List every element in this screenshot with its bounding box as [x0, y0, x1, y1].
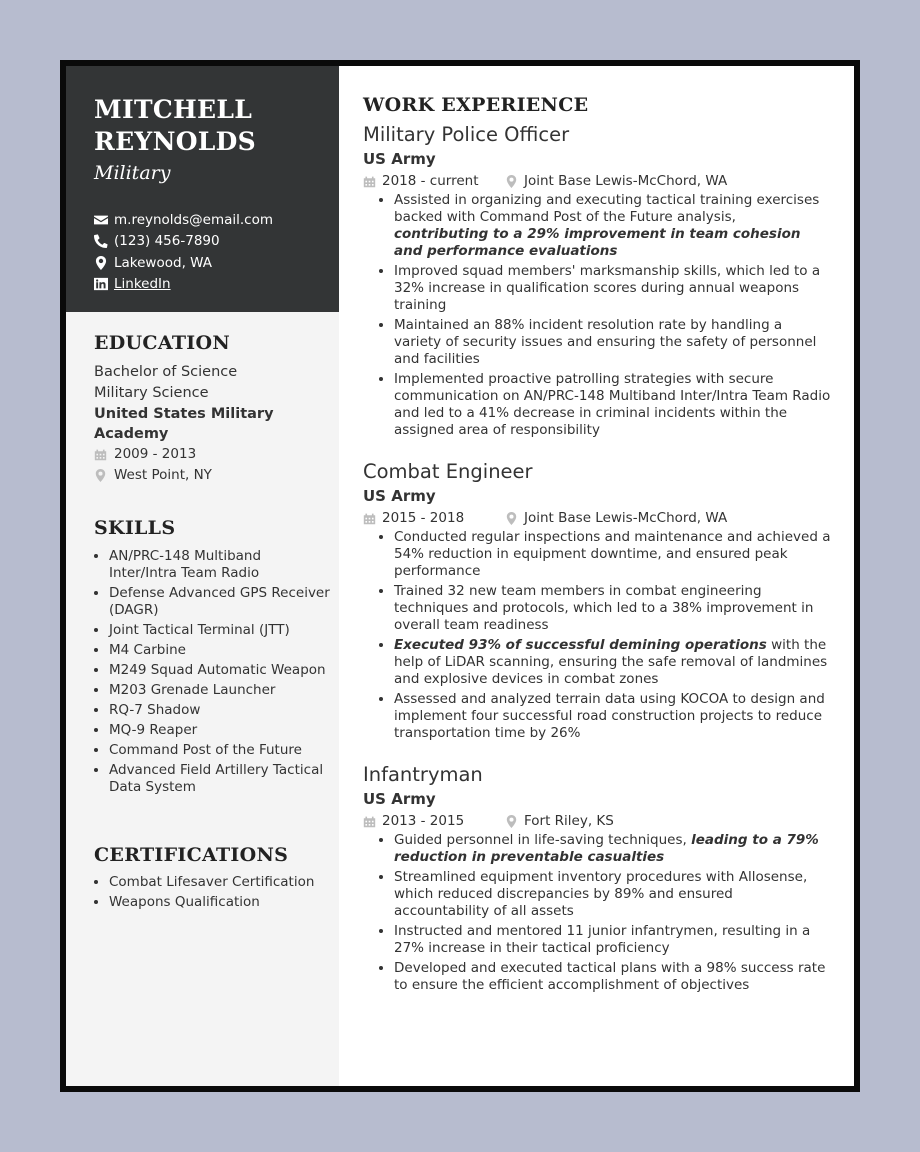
- job-title: Military Police Officer: [363, 123, 570, 146]
- bullet-text: Instructed and mentored 11 junior infantrymen, resulting in a 27% increase in their tactical proficiency: [394, 923, 811, 956]
- contact-location: [94, 252, 273, 274]
- education-section: [94, 362, 329, 486]
- bullet-text: Streamlined equipment inventory procedures with Allosense, which reduced discrepancies by 89% and ensured accountability of all assets: [394, 869, 808, 919]
- job-entry: [363, 459, 831, 745]
- job-dates: [363, 510, 505, 526]
- job-dates-text: 2015 - 2018: [382, 510, 465, 526]
- job-meta: [363, 810, 831, 832]
- skill-item: • M203 Grenade Launcher: [109, 682, 331, 699]
- skill-item: • RQ-7 Shadow: [109, 702, 331, 719]
- location-pin-icon: [505, 175, 518, 188]
- bullet-text: Implemented proactive patrolling strategies with secure communication on AN/PRC-148 Multiband Inter/Intra Team Radio and led to a 41% decrease in criminal incidents within the assigned area of responsibility: [394, 371, 831, 438]
- location-pin-icon: [94, 256, 108, 270]
- education-location-text: West Point, NY: [114, 467, 212, 483]
- skill-item: • M249 Squad Automatic Weapon: [109, 662, 331, 679]
- company-name: US Army: [363, 487, 436, 505]
- job-location: [505, 510, 727, 526]
- job-meta: [363, 170, 831, 192]
- job-title: Combat Engineer: [363, 460, 533, 483]
- field-of-study: Military Science: [94, 385, 209, 401]
- candidate-name: [94, 94, 329, 158]
- job-location-text: Fort Riley, KS: [524, 813, 614, 829]
- education-dates: [94, 444, 329, 465]
- company-name: US Army: [363, 150, 436, 168]
- work-experience-heading: WORK EXPERIENCE: [363, 94, 589, 116]
- job-bullets: [363, 529, 831, 742]
- linkedin-link[interactable]: LinkedIn: [114, 276, 171, 293]
- job-bullet: [394, 832, 831, 866]
- skill-item: • MQ-9 Reaper: [109, 722, 331, 739]
- name-line-2: REYNOLDS: [94, 127, 257, 156]
- degree: Bachelor of Science: [94, 364, 238, 380]
- contact-email[interactable]: [94, 209, 273, 231]
- job-bullet: [394, 317, 831, 368]
- job-bullet: [394, 192, 831, 260]
- job-bullets: [363, 192, 831, 439]
- skills-list: [94, 548, 331, 799]
- candidate-role: Military: [94, 162, 171, 184]
- bullet-text: Maintained an 88% incident resolution rate by handling a variety of security issues and ensuring the safety of personnel and facilities: [394, 317, 817, 367]
- location-pin-icon: [94, 469, 107, 482]
- bullet-highlight: leading to a 79% reduction in preventable casualties: [394, 832, 819, 865]
- resume-frame: [60, 60, 860, 1092]
- bullet-text: Assessed and analyzed terrain data using KOCOA to design and implement four successful road construction projects to reduce transportation time by 26%: [394, 691, 825, 741]
- job-bullet: [394, 637, 831, 688]
- calendar-icon: [363, 175, 376, 188]
- location-pin-icon: [505, 512, 518, 525]
- phone-icon: [94, 234, 108, 248]
- job-bullet: [394, 529, 831, 580]
- skill-item: • AN/PRC-148 Multiband Inter/Intra Team Radio: [109, 548, 331, 582]
- resume-page: [66, 66, 854, 1086]
- calendar-icon: [94, 448, 107, 461]
- job-bullet: [394, 923, 831, 957]
- calendar-icon: [363, 512, 376, 525]
- job-location: [505, 173, 727, 189]
- job-dates-text: 2018 - current: [382, 173, 479, 189]
- contact-phone: [94, 231, 273, 253]
- certification-item: • Combat Lifesaver Certification: [109, 874, 331, 891]
- bullet-text: Trained 32 new team members in combat engineering techniques and protocols, which led to a 38% improvement in overall team readiness: [394, 583, 814, 633]
- education-heading: EDUCATION: [94, 332, 230, 354]
- education-dates-text: 2009 - 2013: [114, 446, 197, 462]
- certifications-list: [94, 874, 331, 914]
- job-location-text: Joint Base Lewis-McChord, WA: [524, 510, 728, 526]
- sidebar: [66, 66, 339, 1086]
- contact-list: [94, 209, 273, 295]
- bullet-highlight: contributing to a 29% improvement in team cohesion and performance evaluations: [394, 226, 801, 259]
- contact-linkedin[interactable]: [94, 274, 273, 296]
- header-panel: [66, 66, 339, 312]
- bullet-text-after: with the help of LiDAR scanning, ensuring the safe removal of landmines and explosive devices in combat zones: [394, 637, 828, 687]
- bullet-text: Improved squad members' marksmanship skills, which led to a 32% increase in qualification scores during annual weapons training: [394, 263, 821, 313]
- bullet-text: Guided personnel in life-saving techniques,: [394, 832, 692, 848]
- bullet-text: Assisted in organizing and executing tactical training exercises backed with Command Post of the Future analysis,: [394, 192, 820, 225]
- skill-item: • Advanced Field Artillery Tactical Data System: [109, 762, 331, 796]
- job-location: [505, 813, 614, 829]
- job-bullet: [394, 583, 831, 634]
- education-location: [94, 465, 329, 486]
- bullet-highlight: Executed 93% of successful demining operations: [394, 637, 767, 653]
- skill-item: • Command Post of the Future: [109, 742, 331, 759]
- job-dates: [363, 173, 505, 189]
- certification-item: • Weapons Qualification: [109, 894, 331, 911]
- job-bullets: [363, 832, 831, 994]
- location-pin-icon: [505, 815, 518, 828]
- bullet-text: Conducted regular inspections and maintenance and achieved a 54% reduction in equipment downtime, and ensured peak performance: [394, 529, 831, 579]
- mail-icon: [94, 213, 108, 227]
- name-line-1: MITCHELL: [94, 95, 253, 124]
- job-dates: [363, 813, 505, 829]
- skill-item: • M4 Carbine: [109, 642, 331, 659]
- job-bullet: [394, 960, 831, 994]
- job-bullet: [394, 691, 831, 742]
- school-name: United States Military Academy: [94, 406, 274, 442]
- skill-item: • Defense Advanced GPS Receiver (DAGR): [109, 585, 331, 619]
- job-bullet: [394, 371, 831, 439]
- skills-heading: SKILLS: [94, 517, 176, 539]
- job-entry: [363, 122, 831, 442]
- job-meta: [363, 507, 831, 529]
- email-text[interactable]: m.reynolds@email.com: [114, 211, 274, 228]
- calendar-icon: [363, 815, 376, 828]
- job-dates-text: 2013 - 2015: [382, 813, 465, 829]
- job-entry: [363, 762, 831, 997]
- job-title: Infantryman: [363, 763, 483, 786]
- bullet-text: Developed and executed tactical plans with a 98% success rate to ensure the efficient accomplishment of objectives: [394, 960, 826, 993]
- job-bullet: [394, 263, 831, 314]
- skill-item: • Joint Tactical Terminal (JTT): [109, 622, 331, 639]
- phone-text: (123) 456-7890: [114, 233, 220, 250]
- job-location-text: Joint Base Lewis-McChord, WA: [524, 173, 728, 189]
- linkedin-icon: [94, 277, 108, 291]
- job-bullet: [394, 869, 831, 920]
- location-text: Lakewood, WA: [114, 254, 212, 271]
- certifications-heading: CERTIFICATIONS: [94, 844, 289, 866]
- company-name: US Army: [363, 790, 436, 808]
